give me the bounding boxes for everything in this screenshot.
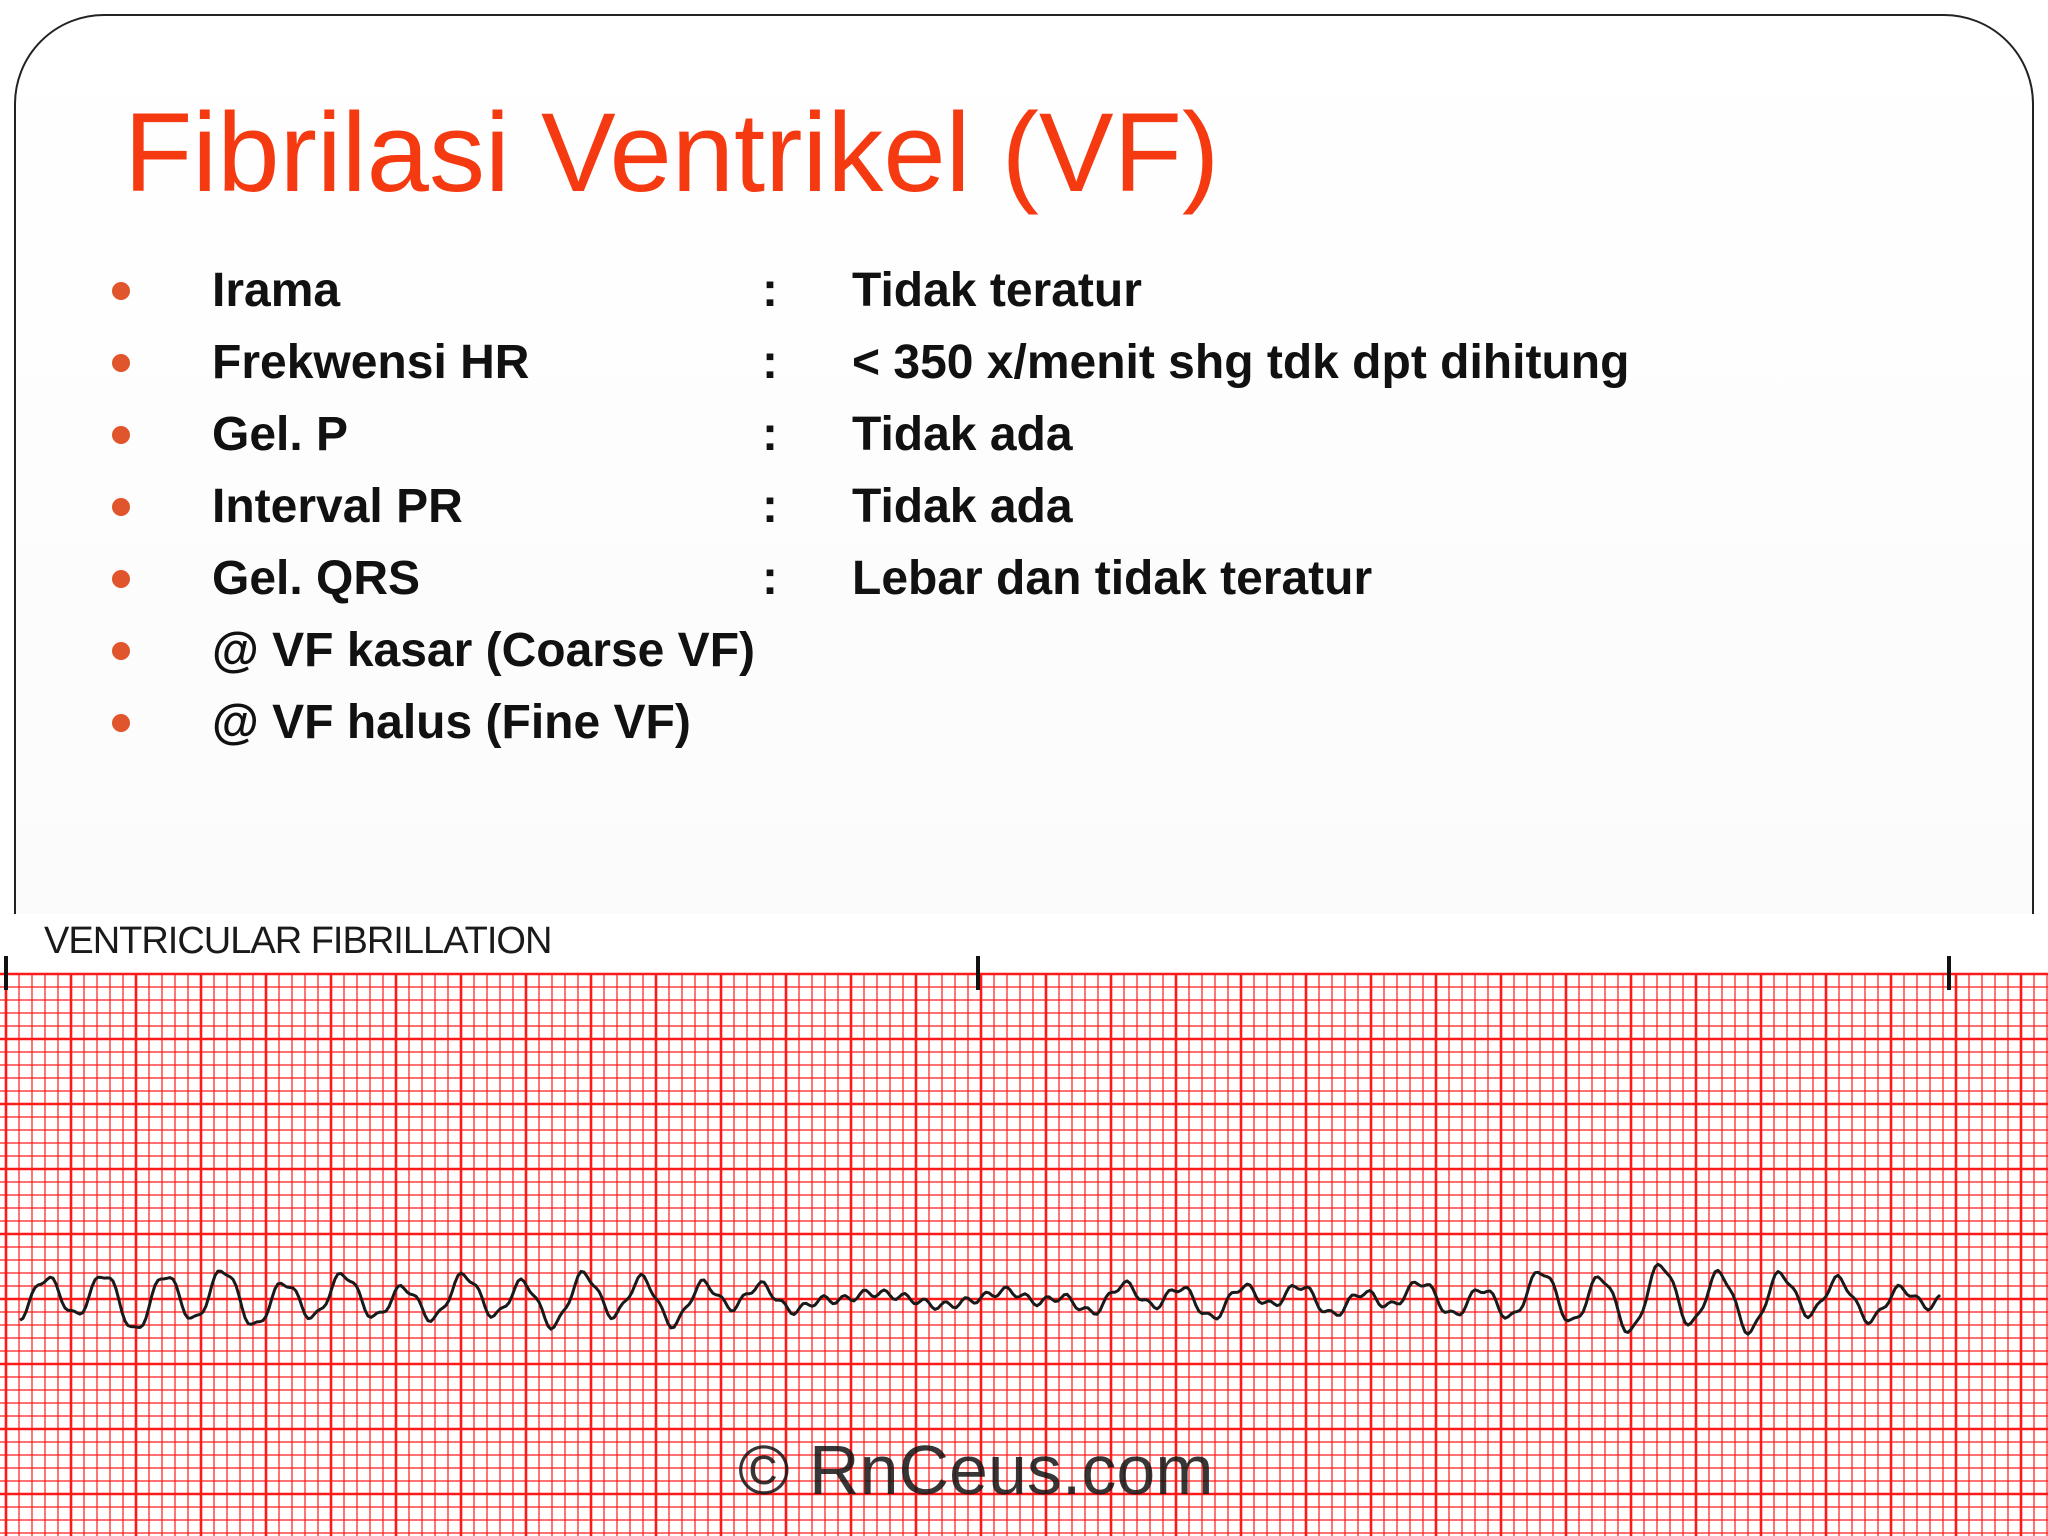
bullet-colon: : [762, 336, 778, 389]
bullet-dot-icon [112, 282, 130, 300]
bullet-dot-icon [112, 570, 130, 588]
bullet-label: Interval PR [212, 480, 463, 533]
watermark: © RnCeus.com [738, 1431, 1214, 1509]
bullet-label: Gel. P [212, 408, 349, 461]
bullet-label: Irama [212, 264, 341, 317]
bullet-dot-icon [112, 714, 130, 732]
bullet-value: Tidak ada [852, 408, 1073, 461]
bullet-dot-icon [112, 498, 130, 516]
bullet-colon: : [762, 552, 778, 605]
slide-title: Fibrilasi Ventrikel (VF) [124, 90, 1220, 215]
bullet-dot-icon [112, 426, 130, 444]
bullet-label: @ VF halus (Fine VF) [212, 696, 691, 749]
bullet-dot-icon [112, 354, 130, 372]
bullet-value: Tidak teratur [852, 264, 1142, 317]
bullet-label: Frekwensi HR [212, 336, 530, 389]
bullet-colon: : [762, 264, 778, 317]
bullet-colon: : [762, 480, 778, 533]
bullet-value: Tidak ada [852, 480, 1073, 533]
bullet-colon: : [762, 408, 778, 461]
bullet-value: Lebar dan tidak teratur [852, 552, 1373, 605]
bullet-label: Gel. QRS [212, 552, 421, 605]
bullet-value: < 350 x/menit shg tdk dpt dihitung [852, 336, 1630, 389]
bullet-dot-icon [112, 642, 130, 660]
bullet-label: @ VF kasar (Coarse VF) [212, 624, 755, 677]
ecg-header-label: VENTRICULAR FIBRILLATION [44, 920, 552, 962]
